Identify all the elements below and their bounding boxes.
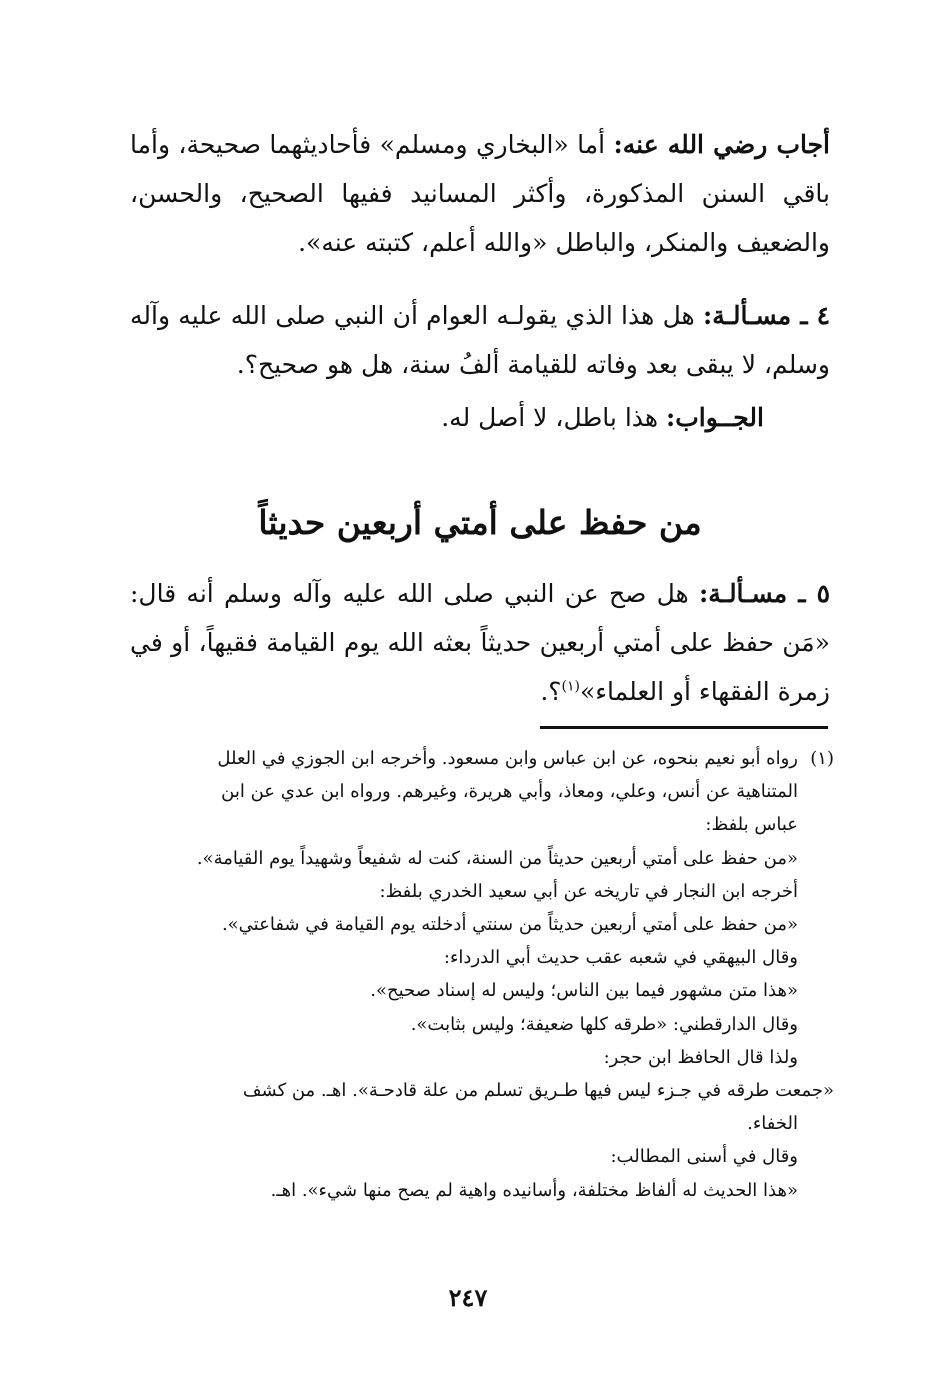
footnote-number: (١) bbox=[810, 748, 834, 769]
footnote-divider bbox=[540, 726, 828, 729]
question-5-lead: ٥ ـ مسـألـة: bbox=[698, 579, 830, 608]
footnote-line: (١)رواه أبو نعيم بنحوه، عن ابن عباس وابن مسعود. وأخرجه ابن الجوزي في العلل bbox=[134, 742, 834, 775]
section-heading: من حفظ على أمتي أربعين حديثاً bbox=[258, 503, 702, 542]
question-5-text: هل صح عن النبي صلى الله عليه وآله وسلم أنه قال: «مَن حفظ على أمتي أربعين حديثاً بعثه الله يوم القيامة فقيهاً، أو في زمرة الفقهاء أو العلماء» bbox=[130, 579, 830, 706]
footnote-line: ولذا قال الحافظ ابن حجر: bbox=[603, 1046, 798, 1068]
question-4-paragraph bbox=[130, 291, 830, 389]
footnote-line: «جمعت طرقه في جـزء ليس فيها طـريق تسلم من علة قادحـة». اهـ. من كشف bbox=[242, 1080, 834, 1102]
footnotes-block bbox=[134, 742, 834, 1207]
footnote-line: وقال في أسنى المطالب: bbox=[610, 1146, 798, 1168]
answer-4-paragraph bbox=[130, 393, 830, 442]
question-4-text: هل هذا الذي يقولـه العوام أن النبي صلى الله عليه وآله وسلم، لا يبقى بعد وفاته للقيامة ألفُ سنة، هل هو صحيح؟. bbox=[130, 301, 830, 379]
footnote-line: المتناهية عن أنس، وعلي، ومعاذ، وأبي هريرة، وغيرهم. ورواه ابن عدي عن ابن bbox=[221, 781, 798, 803]
footnote-line: عباس بلفظ: bbox=[705, 814, 798, 836]
question-4-lead: ٤ ـ مسـألـة: bbox=[702, 301, 830, 330]
question-5-ending: ؟. bbox=[540, 677, 562, 706]
footnote-line: «من حفظ على أمتي أربعين حديثاً من السنة، كنت له شفيعاً وشهيداً يوم القيامة». bbox=[196, 847, 798, 869]
footnote-line: «هذا متن مشهور فيما بين الناس؛ وليس له إسناد صحيح». bbox=[370, 980, 798, 1002]
answer-4-lead: الجــواب: bbox=[666, 403, 764, 432]
footnote-line: «هذا الحديث له ألفاظ مختلفة، وأسانيده واهية لم يصح منها شيء». اهـ. bbox=[270, 1179, 798, 1201]
answer-lead: أجاب رضي الله عنه: bbox=[613, 130, 830, 159]
page-number: ٢٤٧ bbox=[448, 1283, 488, 1312]
footnote-line: أخرجه ابن النجار في تاريخه عن أبي سعيد الخدري بلفظ: bbox=[379, 880, 798, 902]
question-5-paragraph bbox=[130, 569, 830, 716]
footnote-marker: (١) bbox=[561, 678, 580, 695]
footnote-line: وقال الدارقطني: «طرقه كلها ضعيفة؛ وليس بثابت». bbox=[410, 1013, 798, 1035]
footnote-line: «من حفظ على أمتي أربعين حديثاً من سنتي أدخلته يوم القيامة في شفاعتي». bbox=[221, 914, 798, 936]
footnote-line: الخفاء. bbox=[747, 1113, 798, 1135]
answer-text: أما «البخاري ومسلم» فأحاديثهما صحيحة، وأما باقي السنن المذكورة، وأكثر المسانيد ففيها الصحيح، والحسن، والضعيف والمنكر، والباطل «والله أعلم، كتبته عنه». bbox=[130, 130, 830, 257]
answer-paragraph bbox=[130, 120, 830, 267]
footnote-line: وقال البيهقي في شعبه عقب حديث أبي الدرداء: bbox=[443, 947, 798, 969]
answer-4-text: هذا باطل، لا أصل له. bbox=[441, 403, 667, 432]
